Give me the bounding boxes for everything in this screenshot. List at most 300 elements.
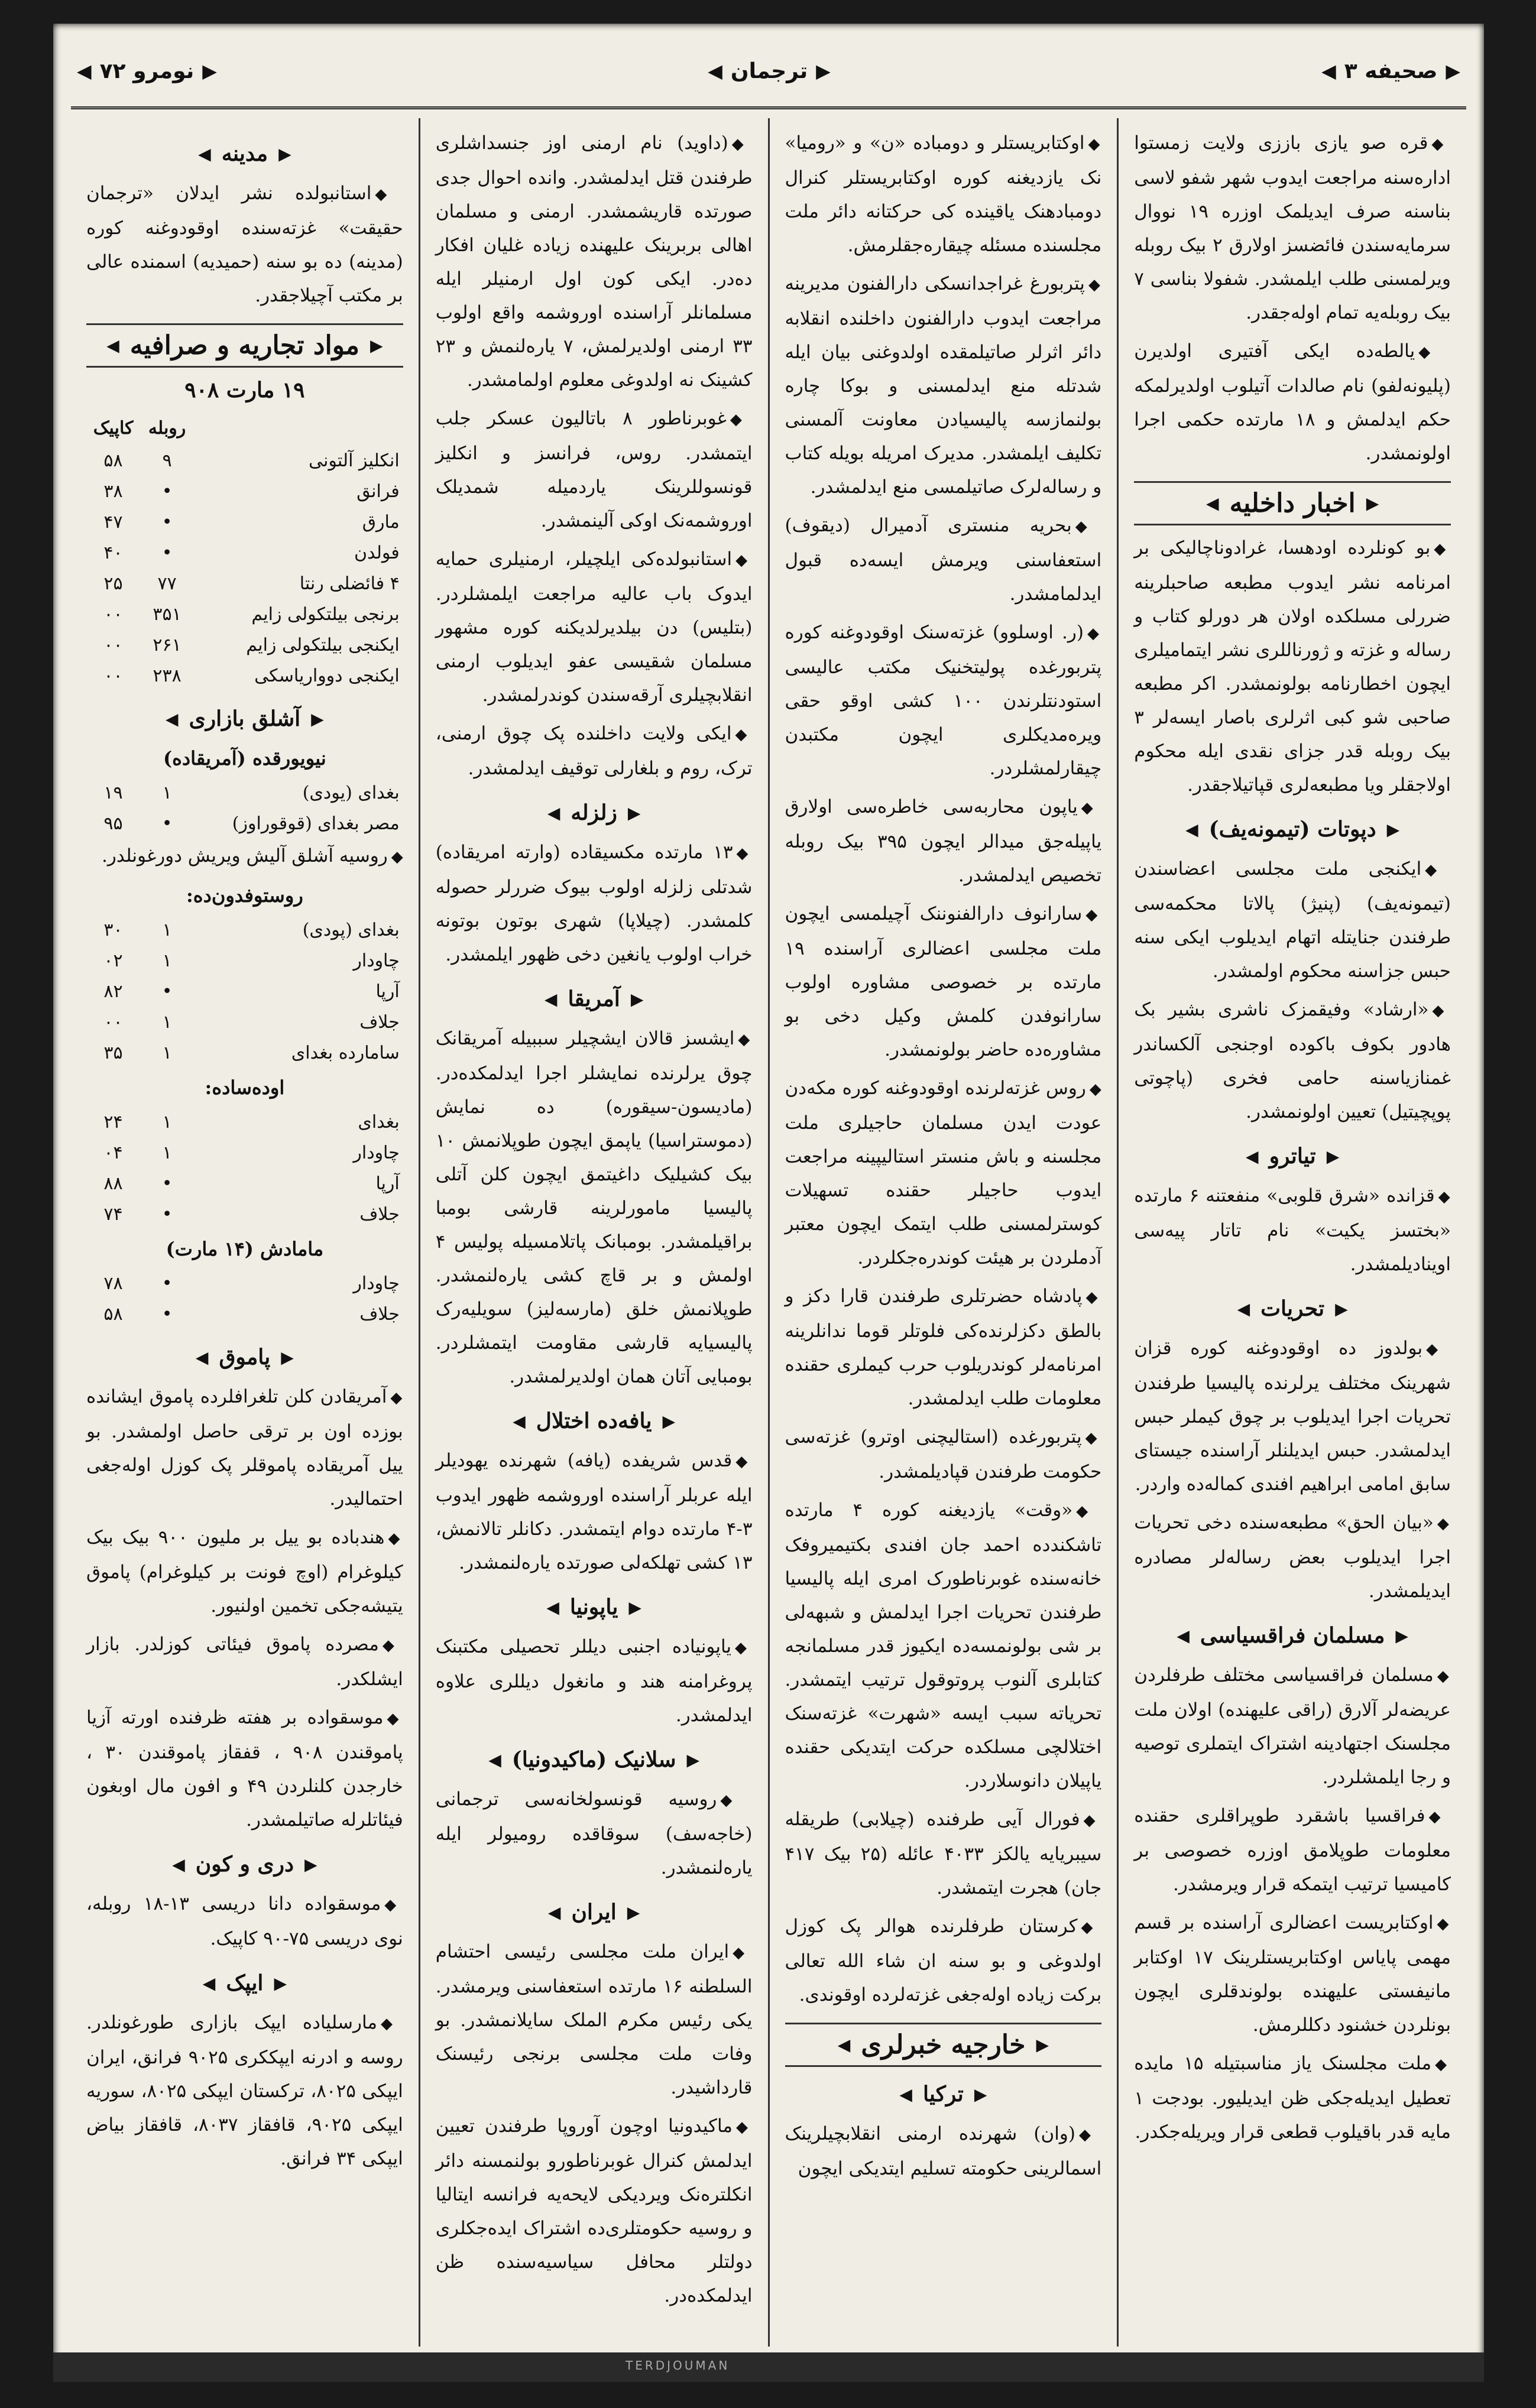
news-item-text: «بیان الحق» مطبعه‌سنده دخی تحریات اجرا ایدیلوب بعض رساله‌لر مصادره ایدیلمشدر. xyxy=(1134,1512,1451,1602)
rates-value: • xyxy=(161,1273,173,1294)
section-heading xyxy=(436,1591,753,1624)
news-item xyxy=(436,2110,753,2313)
news-item xyxy=(785,1910,1102,2012)
rates-value: ۲۶۱ xyxy=(153,635,182,655)
heading-ornament-icon: ▶ xyxy=(627,803,641,823)
diamond-bullet-icon: ◆ xyxy=(1085,1289,1102,1306)
news-item-text: موسقواده دانا دریسی ۱۳-۱۸ روبله، نوی دریسی ۷۵-۹۰ کاپیک. xyxy=(86,1893,403,1949)
news-item xyxy=(785,126,1102,262)
heading-ornament-icon: ◀ xyxy=(1177,1626,1190,1646)
diamond-bullet-icon: ◆ xyxy=(1081,799,1102,817)
news-item xyxy=(1134,531,1451,802)
rates-value: ۱ xyxy=(162,1143,172,1163)
section-heading xyxy=(1134,1619,1451,1653)
diamond-bullet-icon: ◆ xyxy=(730,411,753,429)
rates-item-name: سامارده بغدای xyxy=(291,1043,400,1063)
rates-value: ۷۸ xyxy=(103,1273,123,1294)
heading-ornament-icon: ▶ xyxy=(628,1598,641,1617)
rates-item-name: انکلیز آلتونی xyxy=(309,450,400,471)
news-item-text: بو کونلرده اودهسا، غرادوناچالیکی بر امرنامه نشر ایدوب مطبعه صاحبلرینه ضررلی مسلکده اولان هر دورلو کتاب و رساله و غزته و ژورناللری نشر ایتمامیلری ایچون اخطارنامه بولونمشدر. اکر مطبعه صاحبی شو کبی اثرلری باصار ایسه‌لر ۳ بیک روبله قدر جزای نقدی ایله محکوم اولاجقلر ویا مطبعه‌لری قپاتیلاجقدر. xyxy=(1134,537,1451,796)
rates-value: ۰۴ xyxy=(103,1143,123,1163)
rates-item-name: آرپا xyxy=(375,981,400,1002)
columns xyxy=(71,118,1466,2347)
news-item-text: استانبولده نشر ایدلان «ترجمان حقیقت» غزته‌سنده اوقودوغنه کوره (مدینه) ده بو سنه (حمیدیه) اسمنده عالی بر مکتب آچیلاجقدر. xyxy=(86,183,403,306)
section-heading xyxy=(1134,481,1451,525)
masthead xyxy=(77,41,1460,100)
section-heading xyxy=(1134,1140,1451,1173)
news-item-text: ایکنجی ملت مجلسی اعضاسندن (تیمونه‌یف) (پنیژ) پالاتا محکمه‌سی طرفندن جنایتله اتهام ایدیلوب ایکی سنه حبس جزاسنه محکوم اولمشدر. xyxy=(1134,858,1451,982)
market-location: نیویورقده (آمریقاده) xyxy=(163,747,326,770)
diamond-bullet-icon: ◆ xyxy=(1428,1808,1451,1826)
rates-header-cell: کاپیک xyxy=(93,418,134,439)
column-3 xyxy=(419,118,768,2347)
news-item xyxy=(86,2006,403,2176)
heading-ornament-icon: ▶ xyxy=(1036,2035,1049,2055)
rates-value: ۱ xyxy=(162,783,172,803)
rates-row xyxy=(86,778,403,809)
diamond-bullet-icon: ◆ xyxy=(735,1639,753,1657)
heading-ornament-icon: ◀ xyxy=(166,709,179,729)
rates-value: • xyxy=(161,1173,173,1194)
rates-value: ۵۸ xyxy=(103,1304,123,1325)
news-item-text: پتربورغ غراجدانسکی دارالفنون مدیرینه مراجعت ایدوب دارالفنون داخلنده انقلابه دائر اثرلر صاتیلمقده اولدوغنی بیان ایله شدتله منع ایدلمسنی و بوکا چاره بولنمازسه پالیسیادن معاونت آلمسنی تکلیف ایلمشدر. مدیرک امریله بویله کتاب و رساله‌لرک صاتیلمسی منع ایدلمشدر. xyxy=(785,273,1102,498)
section-heading-text: مسلمان فراقسیاسی xyxy=(1200,1623,1385,1648)
rates-value: • xyxy=(161,543,173,563)
section-heading-text: مدینه xyxy=(221,141,268,166)
diamond-bullet-icon: ◆ xyxy=(738,1031,753,1049)
rates-item-name: برنجی بیلتکولی زایم xyxy=(251,604,400,625)
section-heading xyxy=(86,323,403,368)
diamond-bullet-icon: ◆ xyxy=(382,1637,403,1654)
issue-number: نومرو ٧٢ xyxy=(99,59,195,83)
rates-header-row xyxy=(86,411,403,446)
news-item xyxy=(785,790,1102,893)
news-item xyxy=(436,126,753,397)
news-item xyxy=(785,616,1102,786)
heading-ornament-icon: ▶ xyxy=(278,144,291,164)
news-item-text: آمریقادن کلن تلغرافلرده پاموق ایشانده بوزده اون بر ترقی حاصل اولمشدر. بو ییل آمریقاده پاموقلر پک کوزل اوله‌جغی احتمالیدر. xyxy=(86,1386,403,1510)
rates-value: ۷۷ xyxy=(157,573,177,594)
section-heading xyxy=(86,702,403,736)
diamond-bullet-icon: ◆ xyxy=(1437,1515,1451,1533)
news-item-text: بولدوز ده اوقودوغنه کوره قزان شهرینک مختلف یرلرنده پالیسیا طرفندن تحریات اجرا ایدیلوب بر چوق کیملر حبس ایدلمشدر. حبس ایدیلنلر آراسنده جیستای سابق امامی ابراهیم افندی کماله‌ده واردر. xyxy=(1134,1338,1451,1495)
rates-item-name: ۴ فائضلی رنتا xyxy=(299,573,400,594)
rates-row xyxy=(86,630,403,661)
heading-ornament-icon: ▶ xyxy=(1366,494,1379,513)
news-item-text: یاپونیاده اجنبی دیللر تحصیلی مکتبنک پروغرامنه هند و مانغول دیللری علاوه ایدلمشدر. xyxy=(435,1636,753,1726)
news-item xyxy=(1134,993,1451,1129)
rates-item-name: فولدن xyxy=(354,543,400,563)
section-heading xyxy=(436,1404,753,1438)
heading-ornament-icon: ◀ xyxy=(195,1348,209,1367)
rates-value: ۵۸ xyxy=(103,450,123,471)
news-item xyxy=(1134,1506,1451,1608)
right-ornament-icon: ▶ xyxy=(202,60,217,82)
diamond-bullet-icon: ◆ xyxy=(1075,518,1102,536)
news-item-text: «وقت» یازدیغنه کوره ۴ مارتده تاشکندده احمد جان افندی بکتیمیروفک خانه‌سنده غوبرناطورک امری ایله پالیسیا طرفندن تحریات اجرا ایدلمش و شبهه‌لی بر شی بولونمسه‌ده ایکیوز قدر مسلمانجه کتابلری آلنوب پروتوقول ترتیب ایتمشدر. تحریاته سبب ایسه «شهرت» غزته‌سنک اختلالچی مسلکده حرکت ایتدیکی حقنده یاپیلان دانوسلاردر. xyxy=(785,1500,1102,1792)
news-item xyxy=(86,1701,403,1837)
rates-value: ۱ xyxy=(162,1112,172,1132)
heading-ornament-icon: ◀ xyxy=(899,2085,912,2104)
news-item xyxy=(436,1935,753,2105)
diamond-bullet-icon: ◆ xyxy=(736,2118,753,2136)
rates-value: ۹ xyxy=(162,450,172,471)
rates-value: ۳۵ xyxy=(103,1043,123,1063)
diamond-bullet-icon: ◆ xyxy=(1426,1341,1451,1358)
diamond-bullet-icon: ◆ xyxy=(735,551,753,569)
rates-row xyxy=(86,1107,403,1138)
news-item-text: (داوید) نام ارمنی اوز جنسداشلری طرفندن قتل ایدلمشدر. وانده احوال جدی صورتده قاریشمشدر. ارمنی و مسلمان اهالی بربرینک علیهنده زیاده غلیان افکار ده‌در. ایکی کون اول ارمنیلر ایله مسلمانلر آراسنده اوروشمه واقع اولوب ۳۳ ارمنی اولدیرلمش، ۷ یاره‌لنمش و ۲۳ کشینک نه اولدوغی معلوم اولمامشدر. xyxy=(435,132,753,391)
rates-value: ۰۰ xyxy=(103,666,123,686)
rates-row xyxy=(86,1007,403,1038)
news-item xyxy=(436,543,753,712)
rates-row xyxy=(86,1299,403,1330)
rates-value: ۷۴ xyxy=(103,1204,123,1225)
news-item xyxy=(785,897,1102,1067)
diamond-bullet-icon: ◆ xyxy=(1432,1002,1451,1020)
news-item xyxy=(86,1628,403,1696)
section-heading-text: یاپونیا xyxy=(569,1595,618,1620)
newspaper-title: ترجمان xyxy=(730,59,808,83)
news-item xyxy=(1134,1799,1451,1901)
section-heading xyxy=(785,2023,1102,2067)
news-item-text: فراقسیا باشقرد طوپراقلری حقنده معلومات طوپلامق اوزره خصوصی بر کامیسیا ترتیب ایتمکه قرار ویرمشدر. xyxy=(1134,1805,1451,1895)
heading-ornament-icon: ◀ xyxy=(1185,820,1198,839)
news-item xyxy=(1134,335,1451,470)
news-item xyxy=(86,177,403,313)
market-location: مامادش (۱۴ مارت) xyxy=(166,1238,324,1260)
diamond-bullet-icon: ◆ xyxy=(731,135,753,153)
left-ornament-icon: ◀ xyxy=(1321,60,1336,82)
rates-item-name: مصر بغدای (قوقوراوز) xyxy=(232,813,400,834)
diamond-bullet-icon: ◆ xyxy=(1089,1080,1102,1098)
rates-item-name: چاودار xyxy=(353,1143,400,1163)
rates-row xyxy=(86,507,403,538)
section-heading-text: یافه‌ده اختلال xyxy=(536,1409,652,1433)
diamond-bullet-icon: ◆ xyxy=(1435,2056,1451,2073)
heading-ornament-icon: ◀ xyxy=(488,1750,501,1770)
news-item xyxy=(436,836,753,972)
heading-ornament-icon: ◀ xyxy=(172,1855,185,1874)
news-item xyxy=(86,1380,403,1516)
heading-ornament-icon: ▶ xyxy=(304,1855,317,1874)
news-item-text: روسیه قونسولخانه‌سی ترجمانی (خاجه‌سف) سوقاقده رومیولر ایله یاره‌لنمشدر. xyxy=(435,1789,753,1878)
rates-item-name: بغدای (یودی) xyxy=(302,783,400,803)
section-heading xyxy=(436,796,753,830)
diamond-bullet-icon: ◆ xyxy=(733,1944,753,1962)
news-item-text: اوکتابریستلر و دومباده «ن» و «رومیا» نک یازدیغنه کوره اوکتابریستلر کنرال دومبادهنک یاقینده کی حرکتانه دائر ملت مجلسنده مسئله چیقاره‌جقلرمش. xyxy=(785,132,1102,256)
news-item xyxy=(785,1280,1102,1416)
section-heading xyxy=(86,1966,403,2000)
left-ornament-icon: ◀ xyxy=(77,60,92,82)
news-item xyxy=(1134,1906,1451,2042)
diamond-bullet-icon: ◆ xyxy=(720,1792,753,1809)
masthead-divider xyxy=(71,106,1466,109)
news-item-text: فورال آیی طرفنده (چیلابی) طریقله سیبریایه یالکز ۴۰۳۳ عائله (۲۵ بیک ۴۱۷ جان) هجرت ایتمشدر. xyxy=(785,1809,1102,1899)
rates-value: • xyxy=(161,512,173,533)
news-item-text: غوبرناطور ۸ باتالیون عسکر جلب ایتمشدر. روس، فرانسز و انکلیز قونسوللرینک یاردمیله شمدیلک اوروشمه‌نک اوکی آلینمشدر. xyxy=(435,408,753,531)
section-heading xyxy=(86,137,403,171)
rates-value: ۱۹ xyxy=(103,783,123,803)
rates-item-name: آرپا xyxy=(375,1173,400,1194)
rates-table xyxy=(86,411,403,692)
rates-value: ۸۸ xyxy=(103,1173,123,1194)
diamond-bullet-icon: ◆ xyxy=(1081,1919,1102,1936)
news-item xyxy=(1134,126,1451,330)
news-item-text: ایکی ولایت داخلنده پک چوق ارمنی، ترک، روم و بلغارلی توقیف ایدلمشدر. xyxy=(435,723,753,779)
section-heading xyxy=(785,2078,1102,2111)
heading-ornament-icon: ◀ xyxy=(546,1598,559,1617)
section-heading-text: ترکیا xyxy=(922,2082,964,2107)
rates-value: ۸۲ xyxy=(103,981,123,1002)
news-item xyxy=(785,1420,1102,1489)
section-heading-text: سلانیک (ماکیدونیا) xyxy=(511,1747,676,1772)
issue-number-group xyxy=(77,59,217,83)
left-ornament-icon: ◀ xyxy=(708,60,722,82)
section-heading-text: آشلق بازاری xyxy=(189,706,301,731)
page-number-group xyxy=(1321,59,1460,83)
news-item-text: بحریه منستری آدمیرال (دیقوف) استعفاسنی ویرمش ایسه‌ده قبول ایدلمامشدر. xyxy=(785,515,1102,605)
rates-value: ۴۷ xyxy=(103,512,123,533)
diamond-bullet-icon: ◆ xyxy=(1085,906,1102,924)
news-item-text: قدس شریفده (یافه) شهرنده یهودیلر ایله عربلر آراسنده اوروشمه ظهور ایدوب ۳-۴ مارتده دوام ایتمشدر. دکانلر تالانمش، ۱۳ کشی تهلکه‌لی صورتده یاره‌لنمشدر. xyxy=(435,1450,753,1573)
news-item xyxy=(1134,1659,1451,1794)
news-item-text: قره صو یازی باززی ولایت زمستوا اداره‌سنه مراجعت ایدوب شهر شفو لاسی بناسنه صرف ایدیلمک اوزره ۱۹ نووال سرمایه‌سندن فائضسز اولارق ۲ بیک روبله ویرلمسنی طلب ایلمشدر. شفولا بناسی ۷ بیک روبله‌یه تمام اوله‌جقدر. xyxy=(1134,132,1451,323)
diamond-bullet-icon: ◆ xyxy=(1434,540,1451,558)
section-heading-text: دری و کون xyxy=(195,1852,294,1877)
section-heading-text: خارجیه خبرلری xyxy=(861,2030,1026,2060)
rates-value: ۰۰ xyxy=(103,1012,123,1033)
diamond-bullet-icon: ◆ xyxy=(384,1896,403,1914)
news-item-text: یالطه‌ده ایکی آفتیری اولدیرن (پلیونه‌لفو) نام صالدات آتیلوب اولدیرلمکه حکم ایدلمش و ۱۸ مارتده حکمی اجرا اولونمشدر. xyxy=(1134,340,1451,464)
title-group xyxy=(708,59,830,83)
heading-ornament-icon: ▶ xyxy=(662,1411,676,1431)
market-location: اوده‌ساده: xyxy=(205,1076,285,1099)
rates-value: ۰۲ xyxy=(103,950,123,971)
news-item-text: اوکتابریست اعضالری آراسنده بر قسم مهمی پایاس اوکتابریستلرینک ۱۷ اوکتابر مانیفستی علیهنده بولوندقلری ایچون بونلردن خشنود دکللرمش. xyxy=(1134,1912,1451,2036)
diamond-bullet-icon: ◆ xyxy=(735,726,753,744)
date-line: ۱۹ مارت ۹۰۸ xyxy=(184,378,305,403)
heading-ornament-icon: ▶ xyxy=(1395,1626,1408,1646)
section-heading xyxy=(436,982,753,1016)
diamond-bullet-icon: ◆ xyxy=(391,848,403,866)
rates-item-name: چاودار xyxy=(353,950,400,971)
rates-value: ۲۴ xyxy=(103,1112,123,1132)
rates-value: ۱ xyxy=(162,1012,172,1033)
diamond-bullet-icon: ◆ xyxy=(1437,1667,1451,1685)
news-item-text: یاپون محاربه‌سی خاطره‌سی اولارق یاپیله‌جق میدالر ایچون ۳۹۵ بیک روبله تخصیص ایدلمشدر. xyxy=(785,796,1102,886)
rates-item-name: ایکنجی بیلتکولی زایم xyxy=(246,635,400,655)
rates-table xyxy=(86,778,403,839)
diamond-bullet-icon: ◆ xyxy=(1083,1812,1102,1829)
news-item xyxy=(785,1072,1102,1275)
news-item-text: پتربورغده (استالیچنی اوترو) غزته‌سی حکومت طرفندن قپادیلمشدر. xyxy=(785,1426,1102,1482)
heading-ornament-icon: ▶ xyxy=(1386,820,1400,839)
rates-item-name: بغدای xyxy=(358,1112,400,1132)
diamond-bullet-icon: ◆ xyxy=(387,1710,403,1728)
rates-value: • xyxy=(161,481,173,502)
news-item-text: مسلمان فراقسیاسی مختلف طرفلردن عریضه‌لر آلارق (راقی علیهنده) اولان ملت مجلسنک اجتهادینه اشتراک ایتملری توصیه و رجا ایلمشلردر. xyxy=(1134,1664,1451,1788)
section-heading-text: آمریقا xyxy=(568,986,620,1011)
rates-header-cell: روبله xyxy=(148,418,186,439)
rates-value: ۳۸ xyxy=(103,481,123,502)
rates-row xyxy=(86,1199,403,1230)
news-item-text: روسیه آشلق آلیش ویریش دورغونلدر. xyxy=(101,845,388,867)
heading-ornament-icon: ◀ xyxy=(202,1974,216,1993)
heading-ornament-icon: ▶ xyxy=(311,709,324,729)
rates-row xyxy=(86,976,403,1007)
rates-row xyxy=(86,569,403,599)
rates-row xyxy=(86,538,403,569)
rates-value: ۰۰ xyxy=(103,635,123,655)
rates-value: ۲۵ xyxy=(103,573,123,594)
heading-ornament-icon: ◀ xyxy=(1246,1147,1259,1166)
news-item xyxy=(86,839,403,874)
heading-ornament-icon: ◀ xyxy=(547,803,560,823)
heading-ornament-icon: ◀ xyxy=(513,1411,526,1431)
section-heading-text: ایران xyxy=(571,1900,617,1925)
rates-row xyxy=(86,809,403,839)
news-item-text: «ارشاد» وفیقمزک ناشری بشیر بک هادور بکوف باکوده اوجنجی آلکساندر غمنازیاسنه حامی فخری (پاچوتی پوپچیتیل) تعیین اولونمشدر. xyxy=(1134,999,1451,1122)
heading-ornament-icon: ◀ xyxy=(106,336,119,355)
news-item-text: استانبولده‌کی ایلچیلر، ارمنیلری حمایه ایدوک باب عالیه مراجعت ایلمشلردر. (بتلیس) دن بیلدیرلدیکنه کوره مشهور مسلمان شقیسی عفو ایدیلوب ارمنی انقلابچیلری آرقه‌سندن کوندرلمشدر. xyxy=(435,549,753,706)
page-number: صحیفه ٣ xyxy=(1344,59,1438,83)
news-item xyxy=(86,1521,403,1623)
news-item-text: ایشسز قالان ایشچیلر سببیله آمریقانک چوق یرلرنده نمایشلر اجرا ایدلمکده‌در. (مادیسون-سیقوره) ده نمایش (دموستراسیا) یاپمق ایچون طوپلانمش ۱۰ بیک کشیلیک داغیتمق ایچون کلن آتلی پالیسیا مامورلرینه قارشی بومبا براقیلمشدر. بومبانک پاتلامسیله پولیس ۴ اولمش و بر قاچ کشی یاره‌لنمشدر. طوپلانمش خلق (مارسه‌لیز) سویلیه‌رک پالیسیایه قارشی مقاومت ایتمشلردر. بومبایی آتان همان اولدیرلمشدر. xyxy=(435,1028,753,1387)
news-item xyxy=(436,1630,753,1732)
rates-value: ۳۵۱ xyxy=(153,604,182,625)
heading-ornament-icon: ▶ xyxy=(1335,1299,1348,1319)
section-heading xyxy=(436,1896,753,1929)
news-item-text: ماکیدونیا اوچون آوروپا طرفندن تعیین ایدلمش کنرال غوبرناطورو بولنمسنه دائر انکلتره‌نک ویردیکی لایحه‌یه فرانسه ایتالیا و روسیه حکومتلری‌ده اشتراک ایده‌جکلری دولتلر محافل سیاسیه‌سنده ظن ایدلمکده‌در. xyxy=(435,2115,753,2306)
news-item-text: روس غزته‌لرنده اوقودوغنه کوره مکه‌دن عودت ایدن مسلمان حاجیلری ملت مجلسنه و باش منستر استالیپینه مراجعت ایدوب حاجیلر حقنده تسهیلات کوسترلمسنی طلب ایتمک ایچون معتبر آدملردن بر هیئت کوندره‌جکلردر. xyxy=(785,1078,1102,1268)
rates-item-name: فرانق xyxy=(357,481,400,502)
section-heading-text: زلزله xyxy=(571,800,617,825)
rates-item-name: ایکنجی دوواریاسکی xyxy=(254,666,400,686)
heading-ornament-icon: ▶ xyxy=(686,1750,700,1770)
diamond-bullet-icon: ◆ xyxy=(735,1453,753,1471)
news-item-text: ملت مجلسنک یاز مناسبتیله ۱۵ مایده تعطیل ایدیله‌جکی ظن ایدیلیور. بودجت ۱ مایه قدر باقیلوب قطعی قرار ویریله‌جکدر. xyxy=(1134,2053,1451,2143)
news-item xyxy=(785,1803,1102,1905)
diamond-bullet-icon: ◆ xyxy=(390,1389,403,1407)
news-item-text: ۱۳ مارتده مکسیقاده (وارته امریقاده) شدتلی زلزله اولوب بیوک ضررلر حصوله کلمشدر. (چیلاپا) شهری بوتون بوتونه خراب اولوب یانغین دخی ظهور ایلمشدر. xyxy=(435,842,753,965)
rates-value: • xyxy=(161,981,173,1002)
news-item xyxy=(785,267,1102,504)
news-item xyxy=(785,2117,1102,2186)
news-item-text: سارانوف دارالفنوننک آچیلمسی ایچون ملت مجلسی اعضالری آراسنده ۱۹ مارتده بر خصوصی مشاوره اولوب سارانوفدن کلمش وکیل دخی بو مشاوره‌ده حاضر بولونمشدر. xyxy=(785,903,1102,1060)
rates-value: • xyxy=(161,1304,173,1325)
newspaper-page xyxy=(53,24,1484,2382)
diamond-bullet-icon: ◆ xyxy=(1437,1915,1451,1933)
column-2 xyxy=(768,118,1117,2347)
diamond-bullet-icon: ◆ xyxy=(381,2015,403,2033)
news-item xyxy=(1134,1179,1451,1281)
rates-row xyxy=(86,946,403,976)
diamond-bullet-icon: ◆ xyxy=(1425,861,1451,879)
rates-item-name: جلاف xyxy=(359,1304,400,1325)
heading-ornament-icon: ▶ xyxy=(274,1974,287,1993)
section-heading xyxy=(1134,1292,1451,1326)
news-item xyxy=(436,1444,753,1580)
rates-value: ۹۵ xyxy=(103,813,123,834)
footer-text: TERDJOUMAN xyxy=(626,2358,730,2373)
rates-value: ۱ xyxy=(162,950,172,971)
heading-ornament-icon: ◀ xyxy=(1206,494,1219,513)
rates-value: ۰۰ xyxy=(103,604,123,625)
heading-ornament-icon: ▶ xyxy=(370,336,383,355)
right-ornament-icon: ▶ xyxy=(816,60,831,82)
rates-row xyxy=(86,446,403,476)
rates-table xyxy=(86,1268,403,1330)
news-item-text: قزانده «شرق قلوبی» منفعتنه ۶ مارتده «بختسز یکیت» نام تاتار پیه‌سی اوینادیلمشدر. xyxy=(1134,1185,1451,1275)
news-item xyxy=(436,1022,753,1394)
news-item xyxy=(436,1783,753,1885)
section-heading-text: اخبار داخلیه xyxy=(1229,488,1356,518)
news-item-text: مصرده پاموق فیئاتی کوزلدر. بازار ایشلکدر. xyxy=(86,1634,403,1690)
rates-row xyxy=(86,1268,403,1299)
diamond-bullet-icon: ◆ xyxy=(375,186,403,203)
diamond-bullet-icon: ◆ xyxy=(1078,2126,1102,2144)
section-heading-text: ایپک xyxy=(226,1971,264,1995)
rates-table xyxy=(86,1107,403,1230)
news-item-text: پادشاه حضرتلری طرفندن قارا دکز و بالطق دکزلرنده‌کی فلوتلر قوما ندانلرینه امرنامه‌لر کوندریلوب حرب کیملری حقنده معلومات طلب ایدلمشدر. xyxy=(785,1286,1102,1409)
section-heading-text: مواد تجاریه و صرافیه xyxy=(129,330,359,361)
news-item-text: هندباده بو ییل بر ملیون ۹۰۰ بیک بیک کیلوغرام (اوچ فونت بر کیلوغرام) پاموق یتیشه‌جکی تخمین اولنیور. xyxy=(86,1527,403,1617)
news-item-text: کرستان طرفلرنده هوالر پک کوزل اولدوغی و بو سنه ان شاء الله تعالی برکت زیاده اوله‌جغی غزته‌لرده اوقوندی. xyxy=(785,1916,1102,2005)
diamond-bullet-icon: ◆ xyxy=(1418,343,1451,361)
rates-row xyxy=(86,1169,403,1199)
rates-item-name: جلاف xyxy=(359,1204,400,1225)
heading-ornament-icon: ◀ xyxy=(1237,1299,1250,1319)
rates-value: ۱ xyxy=(162,920,172,940)
heading-ornament-icon: ▶ xyxy=(1326,1147,1340,1166)
heading-ornament-icon: ▶ xyxy=(974,2085,987,2104)
heading-ornament-icon: ◀ xyxy=(198,144,211,164)
rates-item-name: مارق xyxy=(362,512,400,533)
heading-ornament-icon: ▶ xyxy=(281,1348,294,1367)
diamond-bullet-icon: ◆ xyxy=(1087,625,1102,642)
rates-value: ۱ xyxy=(162,1043,172,1063)
heading-ornament-icon: ◀ xyxy=(837,2035,851,2055)
section-heading xyxy=(1134,813,1451,846)
rates-value: ۴۰ xyxy=(103,543,123,563)
rates-row xyxy=(86,1038,403,1069)
rates-value: ۳۰ xyxy=(103,920,123,940)
rates-row xyxy=(86,661,403,692)
rates-item-name: چاودار xyxy=(353,1273,400,1294)
rates-value: ۲۳۸ xyxy=(153,666,182,686)
diamond-bullet-icon: ◆ xyxy=(1085,1429,1102,1447)
section-heading-text: پاموق xyxy=(219,1345,271,1369)
diamond-bullet-icon: ◆ xyxy=(388,1530,403,1547)
diamond-bullet-icon: ◆ xyxy=(736,845,753,862)
section-heading-text: تحریات xyxy=(1260,1296,1325,1321)
news-item-text: (وان) شهرنده ارمنی انقلابچیلرینک اسمالرینی حکومته تسلیم ایتدیکی ایچون xyxy=(785,2123,1102,2179)
heading-ornament-icon: ▶ xyxy=(630,989,644,1009)
section-heading-text: تیاترو xyxy=(1269,1144,1316,1169)
rates-value: • xyxy=(161,813,173,834)
column-1 xyxy=(1117,118,1466,2347)
news-item xyxy=(1134,1332,1451,1501)
section-heading xyxy=(86,1848,403,1881)
news-item-text: موسقواده بر هفته ظرفنده اورته آزیا پاموقندن ۹۰۸ ، قفقاز پاموقندن ۳۰ ، خارجدن کلنلردن ۴۹ و افون مال اوبغون فیئاتلرله صاتیلمشدر. xyxy=(86,1707,403,1831)
news-item-text: (ر. اوسلوو) غزته‌سنک اوقودوغنه کوره پتربورغده پولیتخنیک مکتب عالیسی استودنتلرندن ۱۰۰ کشی اوقو حقی ویره‌مدیکلری ایچون مکتبدن چیقارلمشلردر. xyxy=(785,622,1102,779)
diamond-bullet-icon: ◆ xyxy=(1076,1502,1102,1520)
rates-value: • xyxy=(161,1204,173,1225)
news-item xyxy=(436,717,753,786)
section-heading-text: دپوتات (تیمونه‌یف) xyxy=(1208,817,1376,842)
news-item xyxy=(1134,852,1451,988)
